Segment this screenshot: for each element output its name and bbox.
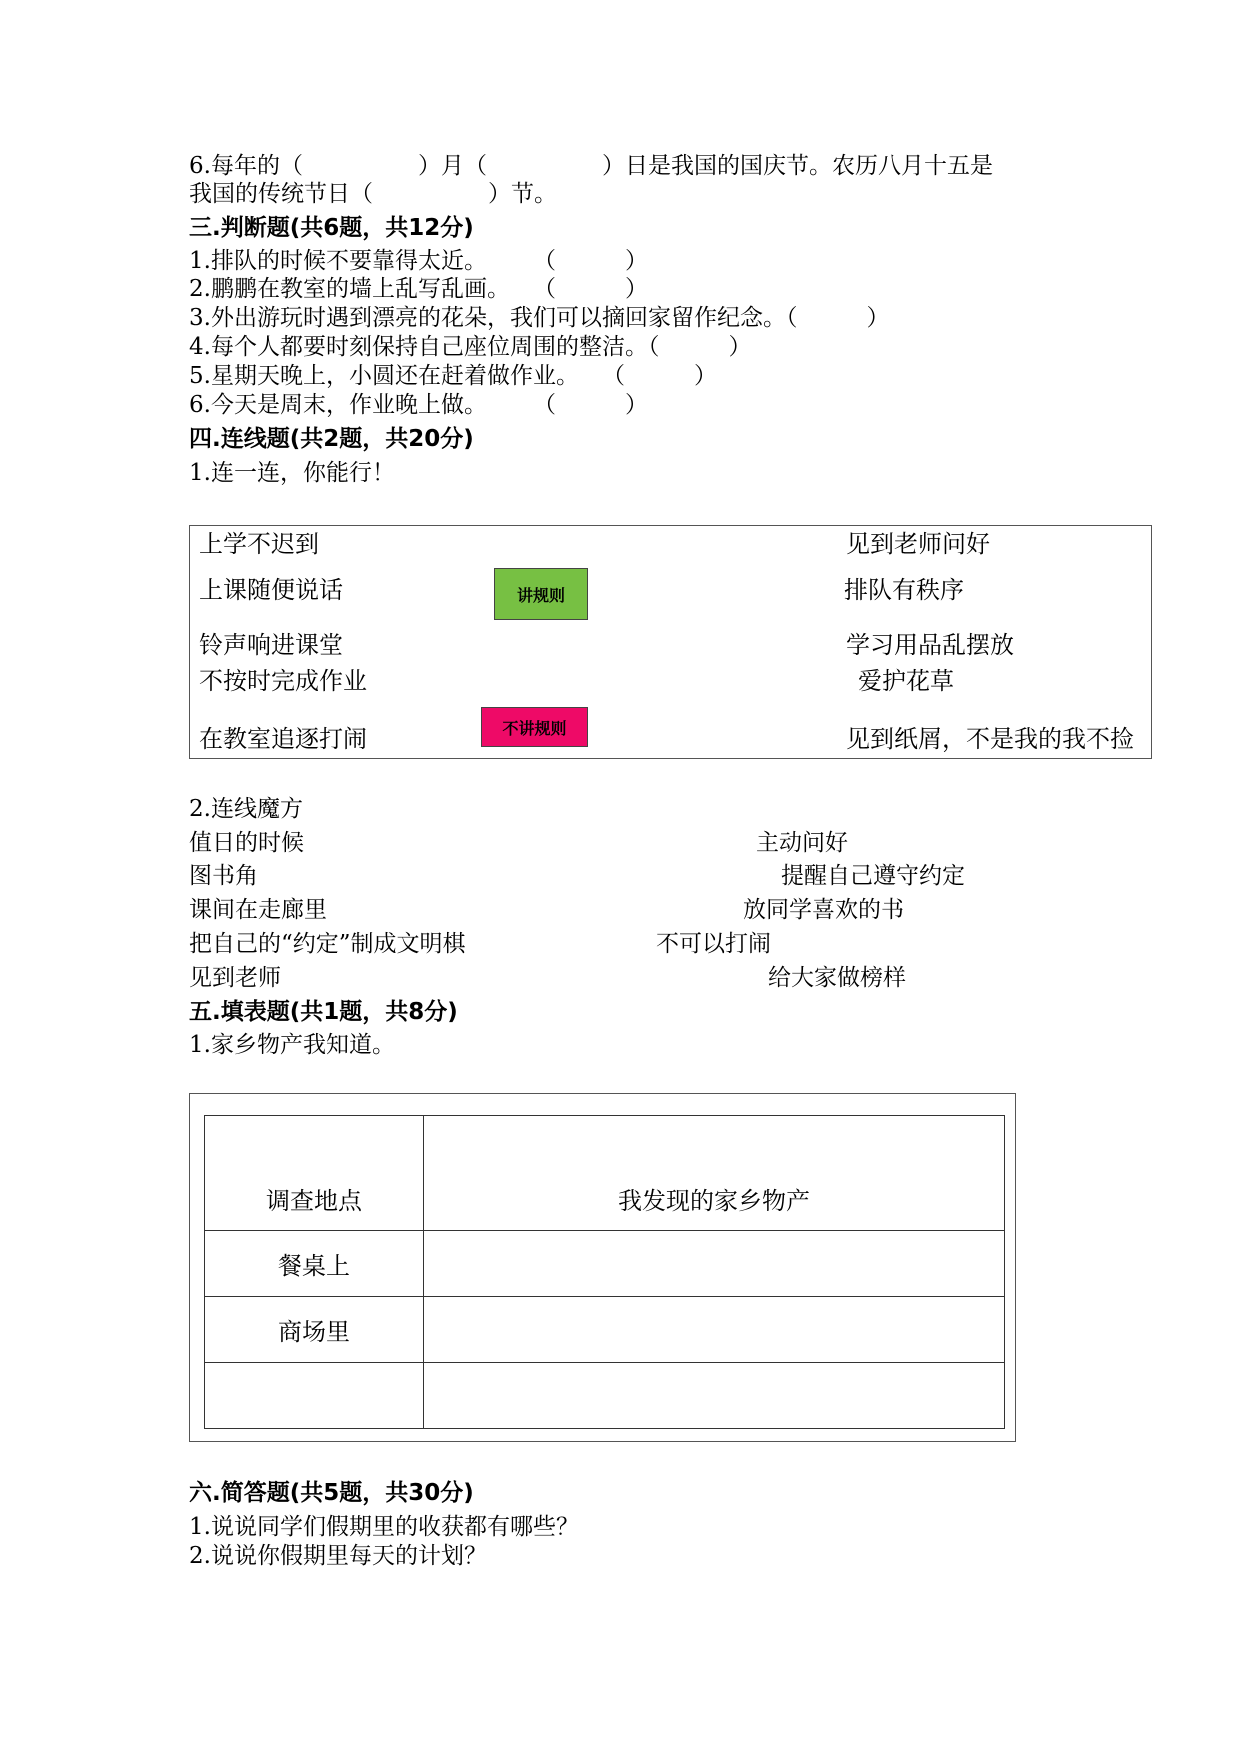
q6-line1: 6.每年的（ ）月（ ）日是我国的国庆节。农历八月十五是 (189, 153, 993, 179)
match-q2-prompt: 2.连线魔方 (189, 796, 303, 822)
table-header-produce: 我发现的家乡物产 (424, 1116, 1005, 1231)
match-left-4: 不按时完成作业 (199, 667, 367, 695)
short-answer-1: 1.说说同学们假期里的收获都有哪些？ (189, 1514, 579, 1540)
match-q2-left-4: 把自己的“约定”制成文明棋 (189, 931, 466, 957)
judge-item-2: 2.鹏鹏在教室的墙上乱写乱画。 （ ） (189, 276, 648, 302)
match-q2-left-3: 课间在走廊里 (189, 897, 327, 923)
judge-item-4: 4.每个人都要时刻保持自己座位周围的整洁。（ ） (189, 334, 752, 360)
match-right-3: 学习用品乱摆放 (846, 631, 1014, 659)
section6-heading: 六.简答题(共5题，共30分) (189, 1480, 474, 1506)
table-row-2-answer[interactable] (424, 1297, 1005, 1363)
q6-line2: 我国的传统节日（ ）节。 (189, 181, 557, 207)
section5-heading: 五.填表题(共1题，共8分) (189, 999, 458, 1025)
table-q1-prompt: 1.家乡物产我知道。 (189, 1032, 395, 1058)
produce-table (204, 1115, 1005, 1429)
match-left-5: 在教室追逐打闹 (199, 725, 367, 753)
match-q2-right-3: 放同学喜欢的书 (743, 897, 904, 923)
judge-item-5: 5.星期天晚上，小圆还在赶着做作业。 （ ） (189, 363, 717, 389)
judge-item-6: 6.今天是周末，作业晚上做。 （ ） (189, 392, 648, 418)
match-q2-left-1: 值日的时候 (189, 830, 304, 856)
table-row-1-location: 餐桌上 (205, 1231, 424, 1297)
rules-badge-good: 讲规则 (494, 568, 588, 620)
match-q2-right-5: 给大家做榜样 (768, 965, 906, 991)
match-right-1: 见到老师问好 (846, 530, 990, 558)
match-box (189, 525, 1152, 759)
section3-heading: 三.判断题(共6题，共12分) (189, 215, 474, 241)
match-q2-left-2: 图书角 (189, 863, 258, 889)
match-left-2: 上课随便说话 (199, 576, 343, 604)
match-right-4: 爱护花草 (858, 667, 954, 695)
judge-item-1: 1.排队的时候不要靠得太近。 （ ） (189, 248, 648, 274)
judge-item-3: 3.外出游玩时遇到漂亮的花朵，我们可以摘回家留作纪念。（ ） (189, 305, 890, 331)
match-right-5: 见到纸屑，不是我的我不捡 (846, 725, 1134, 753)
match-q1-prompt: 1.连一连，你能行！ (189, 460, 395, 486)
section4-heading: 四.连线题(共2题，共20分) (189, 426, 474, 452)
match-q2-right-2: 提醒自己遵守约定 (781, 863, 965, 889)
match-left-3: 铃声响进课堂 (199, 631, 343, 659)
rules-badge-bad: 不讲规则 (481, 707, 588, 747)
match-right-2: 排队有秩序 (844, 576, 964, 604)
table-row-3-location[interactable] (205, 1363, 424, 1429)
table-row-3-answer[interactable] (424, 1363, 1005, 1429)
table-row-2-location: 商场里 (205, 1297, 424, 1363)
match-q2-left-5: 见到老师 (189, 965, 281, 991)
match-q2-right-1: 主动问好 (756, 830, 848, 856)
match-q2-right-4: 不可以打闹 (656, 931, 771, 957)
match-left-1: 上学不迟到 (199, 530, 319, 558)
table-header-location: 调查地点 (205, 1116, 424, 1231)
short-answer-2: 2.说说你假期里每天的计划？ (189, 1543, 487, 1569)
table-row-1-answer[interactable] (424, 1231, 1005, 1297)
